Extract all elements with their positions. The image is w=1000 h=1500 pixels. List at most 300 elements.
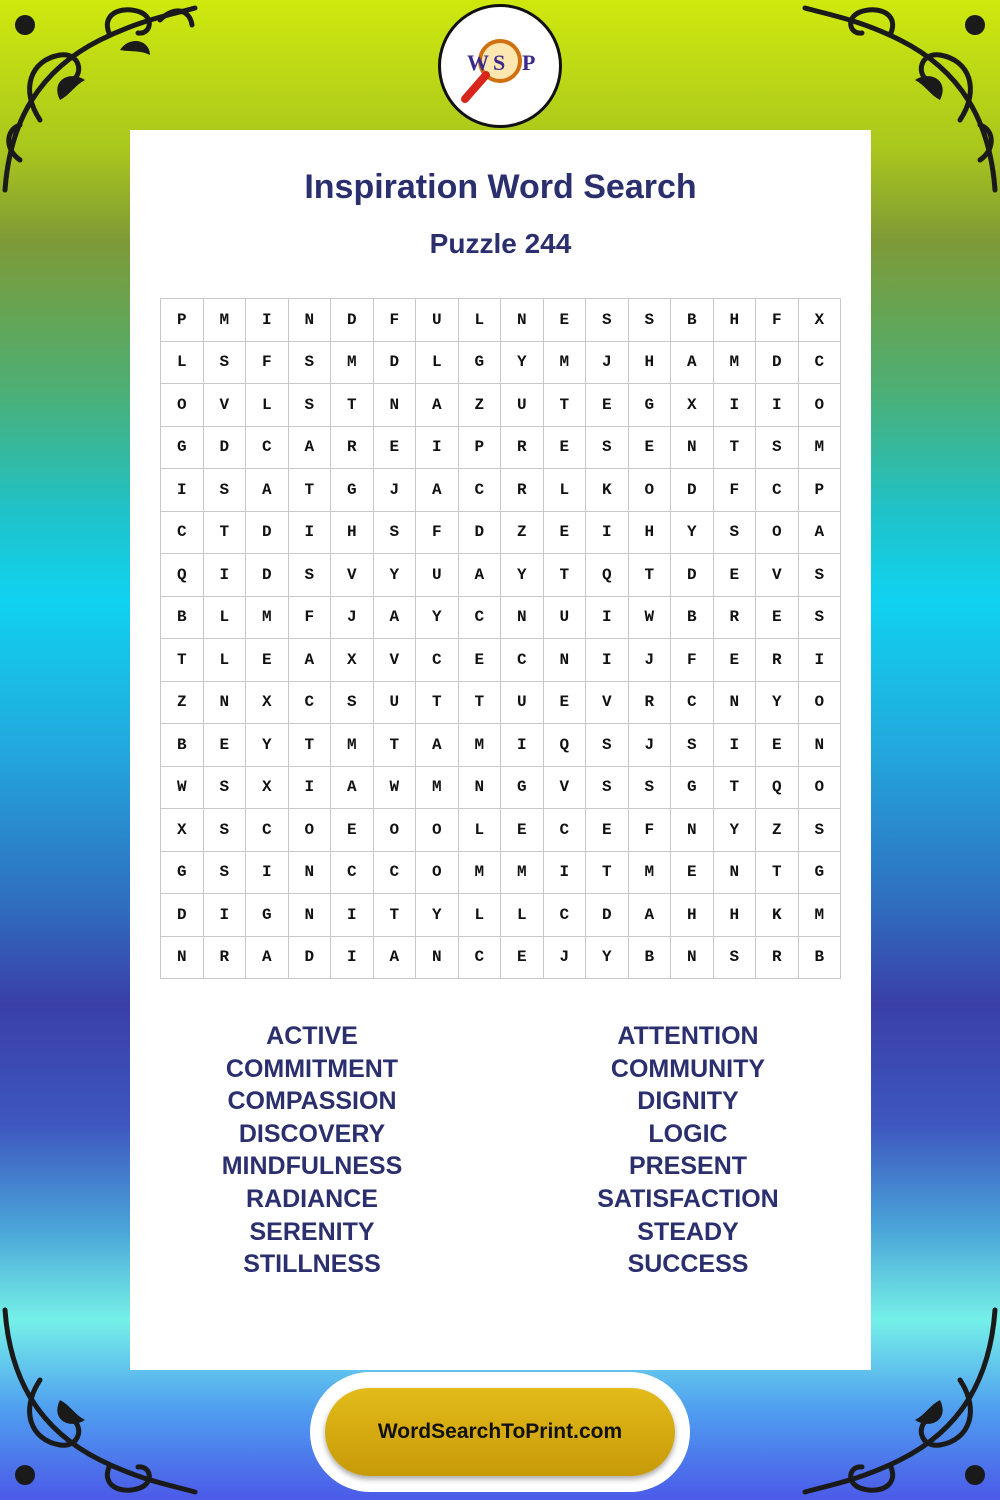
grid-cell: R — [756, 639, 799, 682]
grid-cell: J — [331, 596, 374, 639]
logo-letter-w: W — [467, 50, 489, 75]
grid-cell: U — [373, 681, 416, 724]
grid-cell: N — [203, 681, 246, 724]
grid-cell: D — [203, 426, 246, 469]
grid-cell: G — [671, 766, 714, 809]
grid-cell: S — [798, 809, 841, 852]
grid-cell: S — [671, 724, 714, 767]
grid-cell: U — [543, 596, 586, 639]
grid-cell: E — [586, 384, 629, 427]
grid-cell: N — [288, 851, 331, 894]
grid-cell: F — [628, 809, 671, 852]
grid-cell: A — [246, 936, 289, 979]
grid-cell: C — [458, 936, 501, 979]
grid-cell: T — [586, 851, 629, 894]
grid-cell: C — [458, 469, 501, 512]
grid-cell: N — [671, 936, 714, 979]
grid-cell: B — [671, 596, 714, 639]
grid-cell: I — [288, 766, 331, 809]
footer-badge — [310, 1372, 690, 1492]
grid-cell: I — [246, 851, 289, 894]
grid-cell: Y — [373, 554, 416, 597]
word-list-item: STEADY — [637, 1217, 739, 1246]
grid-cell: C — [161, 511, 204, 554]
grid-cell: A — [416, 469, 459, 512]
grid-cell: P — [458, 426, 501, 469]
grid-cell: C — [798, 341, 841, 384]
grid-cell: B — [628, 936, 671, 979]
grid-cell: T — [373, 724, 416, 767]
grid-row — [161, 341, 841, 384]
grid-cell: N — [501, 299, 544, 342]
grid-cell: T — [161, 639, 204, 682]
grid-row — [161, 426, 841, 469]
grid-cell: D — [331, 299, 374, 342]
grid-cell: U — [501, 384, 544, 427]
grid-cell: Z — [161, 681, 204, 724]
grid-cell: Y — [756, 681, 799, 724]
grid-cell: A — [458, 554, 501, 597]
grid-cell: M — [713, 341, 756, 384]
grid-cell: J — [373, 469, 416, 512]
grid-row — [161, 554, 841, 597]
grid-cell: V — [586, 681, 629, 724]
grid-cell: T — [416, 681, 459, 724]
grid-cell: E — [501, 809, 544, 852]
grid-cell: S — [798, 554, 841, 597]
grid-cell: S — [628, 299, 671, 342]
grid-cell: T — [331, 384, 374, 427]
grid-cell: E — [373, 426, 416, 469]
grid-cell: G — [458, 341, 501, 384]
grid-cell: H — [628, 341, 671, 384]
word-list-item: STILLNESS — [243, 1250, 381, 1279]
grid-cell: S — [203, 341, 246, 384]
grid-cell: F — [713, 469, 756, 512]
grid-cell: S — [713, 936, 756, 979]
word-list-item: RADIANCE — [246, 1184, 378, 1213]
grid-cell: F — [416, 511, 459, 554]
grid-cell: H — [331, 511, 374, 554]
grid-cell: W — [628, 596, 671, 639]
grid-row — [161, 851, 841, 894]
grid-cell: A — [416, 724, 459, 767]
grid-cell: M — [458, 851, 501, 894]
grid-cell: B — [671, 299, 714, 342]
grid-row — [161, 724, 841, 767]
grid-cell: O — [416, 851, 459, 894]
grid-row — [161, 766, 841, 809]
grid-cell: E — [671, 851, 714, 894]
grid-cell: M — [331, 724, 374, 767]
grid-cell: G — [798, 851, 841, 894]
grid-cell: V — [756, 554, 799, 597]
grid-cell: C — [416, 639, 459, 682]
grid-cell: Y — [501, 554, 544, 597]
grid-cell: D — [246, 554, 289, 597]
grid-cell: R — [203, 936, 246, 979]
grid-cell: S — [331, 681, 374, 724]
grid-row — [161, 809, 841, 852]
grid-cell: I — [586, 596, 629, 639]
grid-cell: Q — [756, 766, 799, 809]
grid-cell: J — [543, 936, 586, 979]
grid-cell: I — [713, 724, 756, 767]
word-list-item: ATTENTION — [617, 1022, 759, 1050]
grid-cell: D — [246, 511, 289, 554]
grid-cell: W — [161, 766, 204, 809]
grid-cell: E — [543, 511, 586, 554]
grid-cell: R — [628, 681, 671, 724]
grid-cell: I — [586, 511, 629, 554]
grid-cell: X — [331, 639, 374, 682]
grid-cell: C — [331, 851, 374, 894]
grid-cell: V — [543, 766, 586, 809]
grid-cell: L — [161, 341, 204, 384]
grid-cell: G — [628, 384, 671, 427]
grid-row — [161, 511, 841, 554]
grid-cell: A — [628, 894, 671, 937]
grid-cell: O — [628, 469, 671, 512]
grid-row — [161, 469, 841, 512]
website-link[interactable]: WordSearchToPrint.com — [325, 1388, 675, 1476]
grid-cell: S — [586, 766, 629, 809]
grid-cell: C — [458, 596, 501, 639]
grid-cell: C — [288, 681, 331, 724]
grid-cell: Y — [416, 894, 459, 937]
grid-cell: M — [798, 894, 841, 937]
grid-cell: T — [288, 724, 331, 767]
grid-cell: N — [373, 384, 416, 427]
grid-cell: T — [628, 554, 671, 597]
grid-cell: R — [713, 596, 756, 639]
grid-cell: S — [756, 426, 799, 469]
grid-cell: A — [373, 936, 416, 979]
grid-cell: J — [628, 724, 671, 767]
grid-cell: S — [288, 341, 331, 384]
grid-cell: D — [671, 554, 714, 597]
grid-cell: N — [288, 299, 331, 342]
grid-cell: Z — [458, 384, 501, 427]
grid-cell: R — [331, 426, 374, 469]
grid-cell: C — [373, 851, 416, 894]
grid-cell: N — [543, 639, 586, 682]
grid-cell: Y — [246, 724, 289, 767]
grid-cell: D — [756, 341, 799, 384]
grid-cell: S — [586, 299, 629, 342]
grid-cell: I — [203, 554, 246, 597]
grid-cell: A — [288, 639, 331, 682]
grid-cell: I — [416, 426, 459, 469]
grid-cell: C — [501, 639, 544, 682]
grid-cell: E — [458, 639, 501, 682]
grid-cell: Q — [161, 554, 204, 597]
grid-cell: U — [416, 554, 459, 597]
grid-cell: Z — [501, 511, 544, 554]
grid-cell: S — [628, 766, 671, 809]
grid-cell: E — [628, 426, 671, 469]
grid-cell: H — [713, 894, 756, 937]
grid-cell: K — [756, 894, 799, 937]
grid-cell: O — [798, 766, 841, 809]
grid-cell: Y — [416, 596, 459, 639]
grid-cell: R — [501, 469, 544, 512]
wsp-logo — [438, 4, 562, 128]
grid-cell: N — [458, 766, 501, 809]
grid-cell: D — [373, 341, 416, 384]
grid-cell: Y — [713, 809, 756, 852]
grid-cell: F — [246, 341, 289, 384]
grid-cell: C — [543, 894, 586, 937]
grid-cell: N — [798, 724, 841, 767]
grid-cell: B — [161, 596, 204, 639]
grid-cell: Q — [586, 554, 629, 597]
grid-cell: M — [798, 426, 841, 469]
grid-cell: G — [331, 469, 374, 512]
grid-cell: X — [161, 809, 204, 852]
word-list-item: COMMUNITY — [610, 1054, 766, 1083]
grid-cell: M — [203, 299, 246, 342]
grid-cell: S — [203, 851, 246, 894]
grid-cell: Y — [671, 511, 714, 554]
grid-cell: D — [161, 894, 204, 937]
grid-cell: E — [246, 639, 289, 682]
word-list-item: SERENITY — [249, 1217, 375, 1246]
grid-cell: S — [373, 511, 416, 554]
grid-cell: N — [416, 936, 459, 979]
word-list-right — [538, 1020, 838, 1281]
grid-row — [161, 639, 841, 682]
grid-row — [161, 299, 841, 342]
grid-cell: A — [331, 766, 374, 809]
grid-cell: U — [501, 681, 544, 724]
grid-cell: N — [713, 681, 756, 724]
grid-cell: M — [501, 851, 544, 894]
grid-cell: S — [288, 384, 331, 427]
grid-cell: S — [203, 766, 246, 809]
grid-cell: E — [543, 681, 586, 724]
grid-cell: B — [161, 724, 204, 767]
puzzle-title: Inspiration Word Search — [304, 168, 697, 206]
grid-cell: A — [416, 384, 459, 427]
grid-row — [161, 936, 841, 979]
grid-row — [161, 894, 841, 937]
grid-cell: T — [713, 426, 756, 469]
grid-cell: Y — [501, 341, 544, 384]
word-list-item: COMMITMENT — [225, 1054, 399, 1083]
grid-cell: F — [373, 299, 416, 342]
grid-cell: P — [798, 469, 841, 512]
word-list-item: ACTIVE — [266, 1022, 358, 1050]
grid-cell: M — [628, 851, 671, 894]
grid-cell: E — [331, 809, 374, 852]
grid-cell: E — [756, 724, 799, 767]
grid-cell: E — [501, 936, 544, 979]
grid-cell: L — [416, 341, 459, 384]
grid-cell: I — [713, 384, 756, 427]
grid-cell: I — [288, 511, 331, 554]
grid-cell: X — [246, 681, 289, 724]
grid-cell: I — [331, 936, 374, 979]
grid-cell: Z — [756, 809, 799, 852]
grid-cell: J — [586, 341, 629, 384]
grid-cell: K — [586, 469, 629, 512]
grid-cell: C — [756, 469, 799, 512]
grid-cell: N — [288, 894, 331, 937]
grid-cell: R — [756, 936, 799, 979]
word-list-item: DIGNITY — [637, 1087, 739, 1116]
logo-letter-p: P — [522, 50, 536, 75]
grid-cell: V — [203, 384, 246, 427]
grid-cell: W — [373, 766, 416, 809]
grid-cell: I — [501, 724, 544, 767]
grid-cell: S — [203, 809, 246, 852]
grid-cell: S — [586, 426, 629, 469]
grid-cell: H — [671, 894, 714, 937]
grid-cell: O — [161, 384, 204, 427]
grid-cell: G — [501, 766, 544, 809]
grid-cell: Y — [586, 936, 629, 979]
grid-cell: U — [416, 299, 459, 342]
grid-cell: C — [246, 809, 289, 852]
grid-cell: A — [246, 469, 289, 512]
grid-cell: T — [203, 511, 246, 554]
grid-cell: T — [288, 469, 331, 512]
grid-cell: A — [671, 341, 714, 384]
grid-cell: E — [543, 299, 586, 342]
word-list-left — [162, 1020, 462, 1281]
grid-cell: P — [161, 299, 204, 342]
grid-cell: L — [458, 894, 501, 937]
grid-cell: H — [713, 299, 756, 342]
grid-cell: L — [501, 894, 544, 937]
grid-cell: S — [713, 511, 756, 554]
grid-row — [161, 384, 841, 427]
word-list-item: LOGIC — [648, 1119, 728, 1148]
grid-cell: M — [458, 724, 501, 767]
grid-cell: E — [713, 639, 756, 682]
grid-cell: I — [543, 851, 586, 894]
grid-cell: O — [288, 809, 331, 852]
grid-cell: T — [756, 851, 799, 894]
grid-cell: O — [798, 681, 841, 724]
grid-cell: O — [798, 384, 841, 427]
grid-cell: I — [586, 639, 629, 682]
grid-cell: R — [501, 426, 544, 469]
grid-cell: M — [246, 596, 289, 639]
grid-cell: X — [246, 766, 289, 809]
grid-cell: G — [161, 426, 204, 469]
grid-cell: I — [161, 469, 204, 512]
grid-row — [161, 596, 841, 639]
grid-cell: O — [373, 809, 416, 852]
grid-cell: L — [458, 809, 501, 852]
word-list-item: PRESENT — [628, 1152, 748, 1181]
grid-cell: L — [246, 384, 289, 427]
grid-cell: D — [586, 894, 629, 937]
grid-cell: Q — [543, 724, 586, 767]
grid-cell: X — [798, 299, 841, 342]
grid-cell: S — [798, 596, 841, 639]
grid-cell: E — [586, 809, 629, 852]
grid-cell: T — [458, 681, 501, 724]
letter-grid — [160, 298, 841, 979]
grid-cell: L — [543, 469, 586, 512]
grid-row — [161, 681, 841, 724]
grid-cell: N — [671, 426, 714, 469]
grid-cell: M — [416, 766, 459, 809]
grid-cell: D — [288, 936, 331, 979]
grid-cell: F — [756, 299, 799, 342]
grid-cell: S — [288, 554, 331, 597]
grid-cell: A — [373, 596, 416, 639]
grid-cell: D — [671, 469, 714, 512]
word-list-item: DISCOVERY — [238, 1119, 386, 1148]
grid-cell: E — [543, 426, 586, 469]
grid-cell: N — [161, 936, 204, 979]
grid-cell: D — [458, 511, 501, 554]
grid-cell: C — [246, 426, 289, 469]
word-list-item: MINDFULNESS — [221, 1152, 403, 1181]
puzzle-number: Puzzle 244 — [429, 228, 572, 259]
grid-cell: S — [586, 724, 629, 767]
grid-cell: S — [203, 469, 246, 512]
grid-cell: A — [288, 426, 331, 469]
grid-cell: G — [246, 894, 289, 937]
grid-cell: E — [203, 724, 246, 767]
grid-cell: I — [756, 384, 799, 427]
grid-cell: T — [543, 554, 586, 597]
word-list-item: SATISFACTION — [597, 1184, 779, 1213]
grid-cell: E — [713, 554, 756, 597]
grid-cell: O — [416, 809, 459, 852]
grid-cell: E — [756, 596, 799, 639]
grid-cell: B — [798, 936, 841, 979]
grid-cell: I — [798, 639, 841, 682]
grid-cell: T — [543, 384, 586, 427]
grid-cell: L — [203, 639, 246, 682]
grid-cell: C — [543, 809, 586, 852]
grid-cell: T — [373, 894, 416, 937]
word-list-item: COMPASSION — [227, 1087, 397, 1116]
grid-cell: G — [161, 851, 204, 894]
grid-cell: V — [373, 639, 416, 682]
grid-cell: X — [671, 384, 714, 427]
grid-cell: M — [331, 341, 374, 384]
grid-cell: M — [543, 341, 586, 384]
grid-cell: N — [671, 809, 714, 852]
grid-cell: A — [798, 511, 841, 554]
puzzle-sheet — [130, 130, 871, 1370]
grid-cell: F — [671, 639, 714, 682]
grid-cell: N — [713, 851, 756, 894]
grid-cell: I — [203, 894, 246, 937]
grid-cell: T — [713, 766, 756, 809]
grid-cell: F — [288, 596, 331, 639]
grid-cell: J — [628, 639, 671, 682]
logo-letter-s: S — [493, 50, 506, 75]
grid-cell: H — [628, 511, 671, 554]
magnifier-icon — [445, 11, 555, 121]
grid-cell: V — [331, 554, 374, 597]
grid-cell: L — [458, 299, 501, 342]
grid-cell: I — [331, 894, 374, 937]
word-list-item: SUCCESS — [627, 1250, 749, 1279]
grid-cell: I — [246, 299, 289, 342]
grid-cell: N — [501, 596, 544, 639]
grid-cell: O — [756, 511, 799, 554]
grid-cell: C — [671, 681, 714, 724]
